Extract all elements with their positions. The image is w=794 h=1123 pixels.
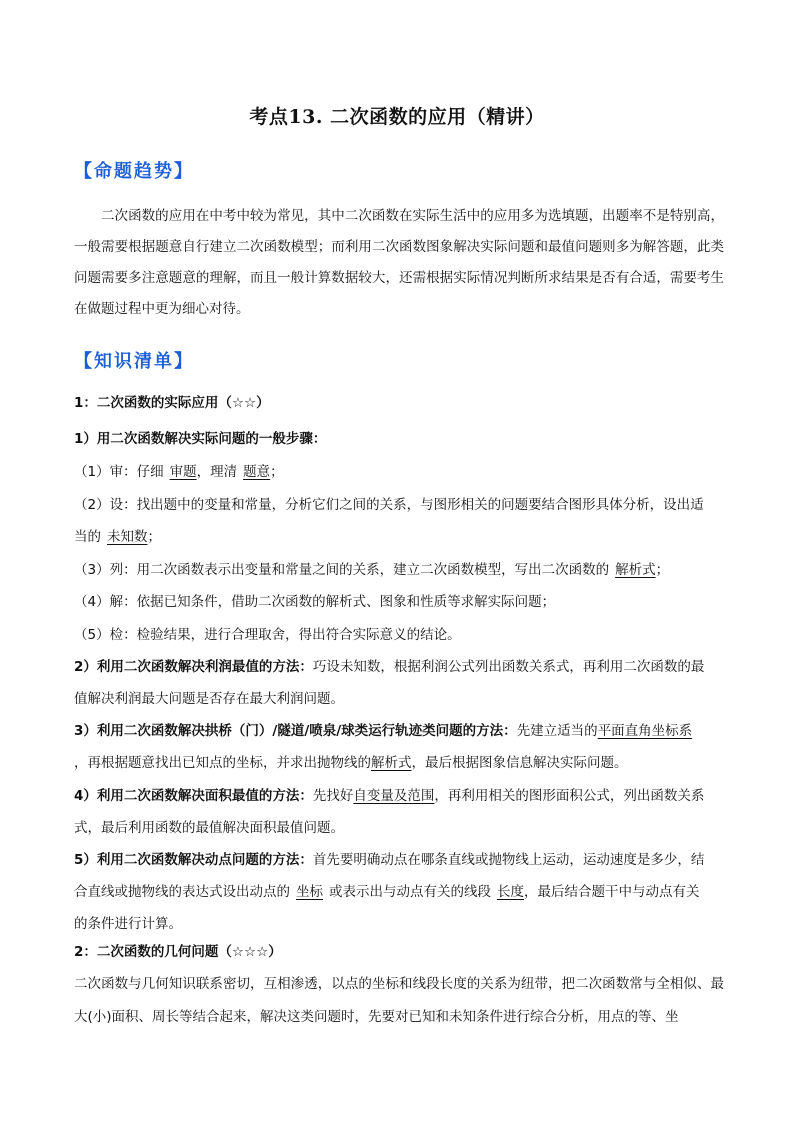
part5-rest: 首先要明确动点在哪条直线或抛物线上运动，运动速度是多少，结 bbox=[312, 852, 705, 868]
step2-underline: 未知数 bbox=[107, 529, 148, 545]
part3-bold: 3）利用二次函数解决拱桥（门）/隧道/喷泉/球类运行轨迹类问题的方法： bbox=[74, 723, 517, 739]
step1-pre: （1）审：仔细 bbox=[74, 464, 164, 480]
step1-mid: ，理清 bbox=[196, 464, 238, 480]
step1-underline-2: 题意 bbox=[243, 464, 271, 480]
part4-bold: 4）利用二次函数解决面积最值的方法： bbox=[74, 788, 313, 804]
step1-post: ； bbox=[270, 464, 284, 480]
part3-line2-post: ，最后根据图象信息解决实际问题。 bbox=[411, 755, 628, 771]
part5-underline-2: 长度 bbox=[497, 884, 524, 900]
step-1 bbox=[74, 462, 734, 482]
part3-underline-1: 平面直角坐标系 bbox=[597, 723, 693, 739]
step2-pre: 当的 bbox=[74, 529, 101, 545]
step3-post: ； bbox=[655, 562, 670, 578]
part4-pre: 先找好 bbox=[312, 788, 354, 804]
step3-pre: （3）列：用二次函数表示出变量和常量之间的关系，建立二次函数模型，写出二次函数的 bbox=[74, 562, 610, 578]
part5-line2-post: ，最后结合题干中与动点有关 bbox=[524, 884, 700, 900]
part4-line-1 bbox=[74, 786, 734, 806]
step2-post: ； bbox=[147, 529, 161, 545]
part4-line-2: 式，最后利用函数的最值解决面积最值问题。 bbox=[74, 820, 344, 836]
trend-paragraph: 二次函数的应用在中考中较为常见，其中二次函数在实际生活中的应用多为选填题，出题率不是特别高，一般需要根据题意自行建立二次函数模型；而利用二次函数图象解决实际问题和最值问题则多为解答题，此类问题需要多注意题意的理解，而且一般计算数据较大，还需根据实际情况判断所求结果是否有合适，需要考生在做题过程中更为细心对待。 bbox=[74, 208, 724, 317]
part3-pre: 先建立适当的 bbox=[516, 723, 598, 739]
part5-underline-1: 坐标 bbox=[296, 884, 323, 900]
step3-underline: 解析式 bbox=[615, 562, 656, 578]
part3-line2-pre: ，再根据题意找出已知点的坐标，并求出抛物线的 bbox=[74, 755, 371, 771]
step-3 bbox=[74, 560, 734, 580]
part2-bold: 2）利用二次函数解决利润最值的方法： bbox=[74, 659, 313, 675]
section2-title: 2：二次函数的几何问题（☆☆☆） bbox=[74, 944, 282, 960]
part5-mid: 或表示出与动点有关的线段 bbox=[329, 884, 491, 900]
part1-title: 1）用二次函数解决实际问题的一般步骤： bbox=[74, 431, 327, 447]
part2-line-1 bbox=[74, 657, 734, 677]
knowledge-heading: 【知识清单】 bbox=[74, 351, 194, 372]
step-2-line-2 bbox=[74, 527, 734, 547]
part3-line-1 bbox=[74, 721, 734, 741]
part5-line-1 bbox=[74, 850, 734, 870]
part5-line2-pre: 合直线或抛物线的表达式设出动点的 bbox=[74, 884, 290, 900]
page-title: 考点13. 二次函数的应用（精讲） bbox=[249, 106, 545, 128]
part2-rest: 巧设未知数，根据利润公式列出函数关系式，再利用二次函数的最 bbox=[312, 659, 705, 675]
part5-line-3: 的条件进行计算。 bbox=[74, 916, 182, 932]
part5-bold: 5）利用二次函数解决动点问题的方法： bbox=[74, 852, 313, 868]
trend-heading: 【命题趋势】 bbox=[74, 161, 194, 182]
part2-line-2: 值解决利润最大问题是否存在最大利润问题。 bbox=[74, 691, 344, 707]
step1-underline-1: 审题 bbox=[169, 464, 197, 480]
step-2-line-1: （2）设：找出题中的变量和常量，分析它们之间的关系，与图形相关的问题要结合图形具体分析，设出适 bbox=[74, 497, 704, 513]
part4-underline: 自变量及范围 bbox=[353, 788, 435, 804]
step-5: （5）检：检验结果，进行合理取舍，得出符合实际意义的结论。 bbox=[74, 627, 461, 643]
step-4: （4）解：依据已知条件，借助二次函数的解析式、图象和性质等求解实际问题； bbox=[74, 594, 556, 610]
part3-underline-2: 解析式 bbox=[371, 755, 412, 771]
part3-line-2 bbox=[74, 753, 734, 773]
section1-title: 1：二次函数的实际应用（☆☆） bbox=[74, 395, 270, 411]
part4-post: ，再利用相关的图形面积公式，列出函数关系 bbox=[434, 788, 705, 804]
part5-line-2 bbox=[74, 882, 734, 902]
section2-paragraph: 二次函数与几何知识联系密切，互相渗透，以点的坐标和线段长度的关系为纽带，把二次函数常与全相似、最大(小)面积、周长等结合起来，解决这类问题时，先要对已知和未知条件进行综合分析，用点的等、坐 bbox=[74, 976, 724, 1025]
